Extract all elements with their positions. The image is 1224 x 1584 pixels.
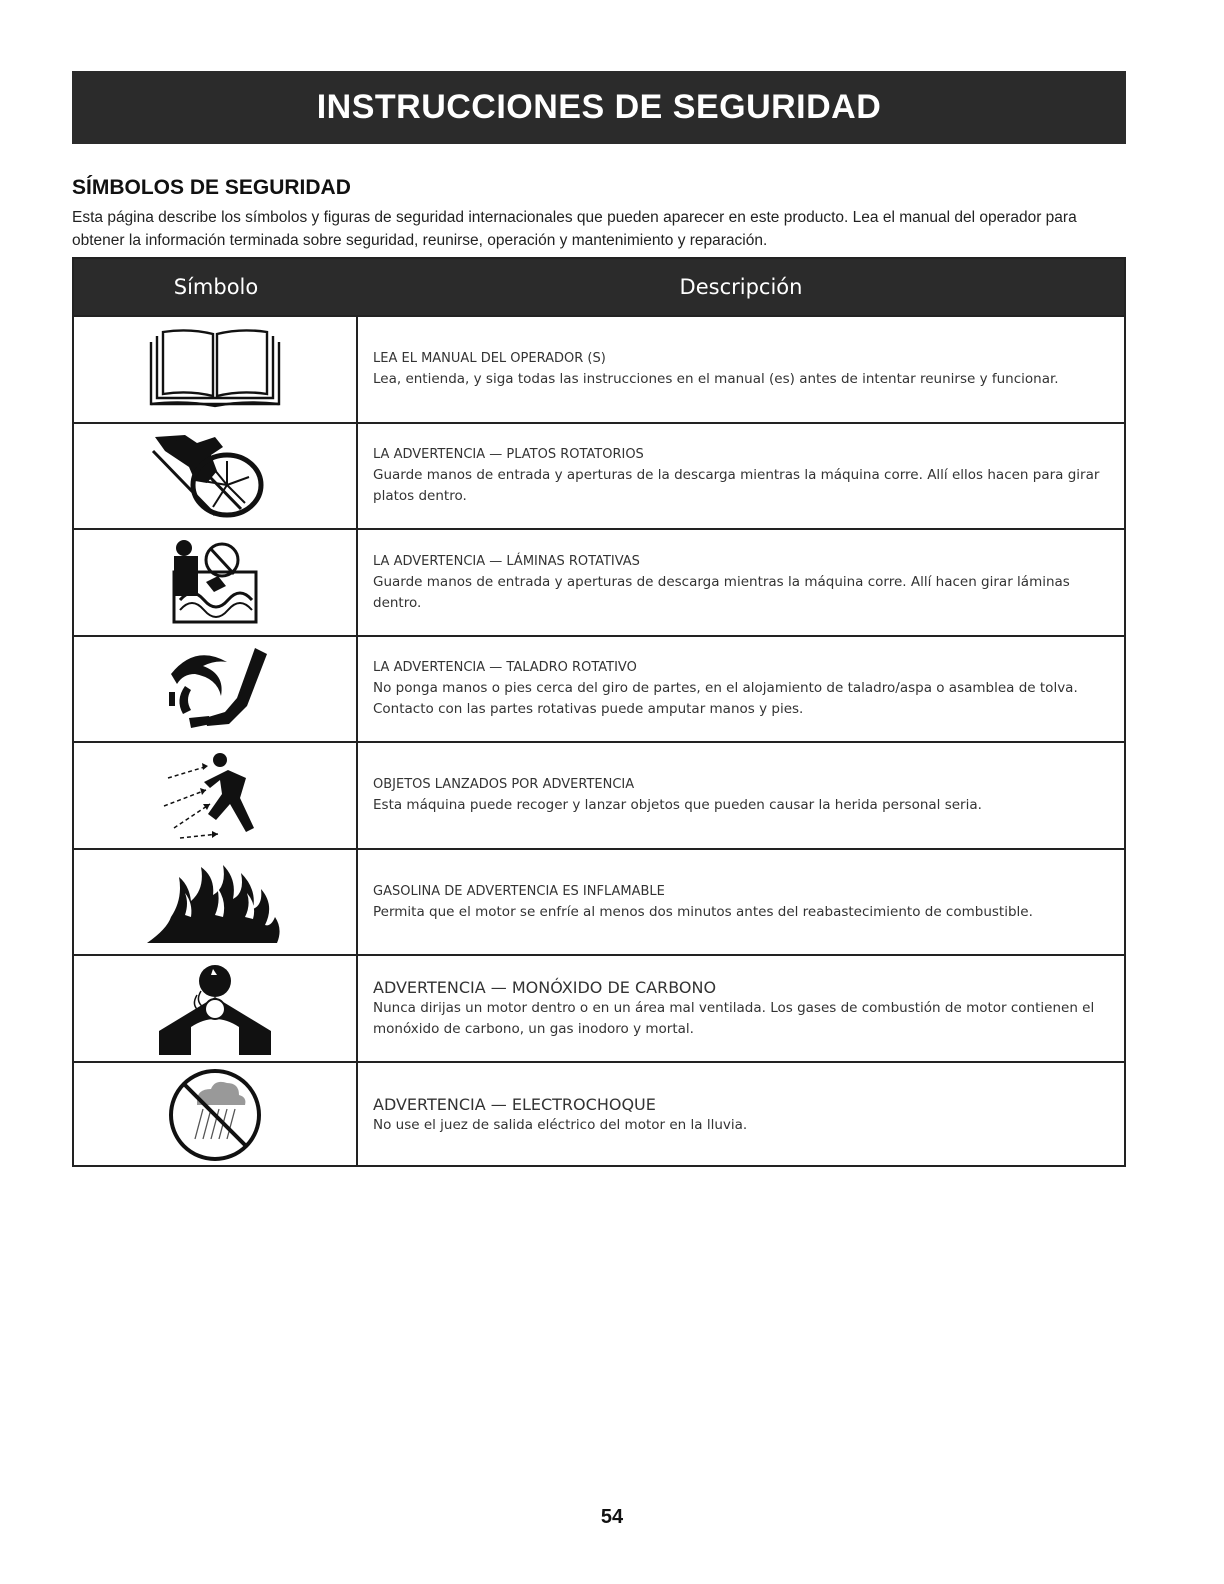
row-title: LEA EL MANUAL DEL OPERADOR (S) — [373, 351, 606, 367]
row-title: LA ADVERTENCIA — TALADRO ROTATIVO — [373, 660, 637, 676]
open-book-icon — [145, 328, 285, 410]
row-text: Guarde manos de entrada y aperturas de la descarga mientras la máquina corre. Allí ellos hacen para girar platos dentro. — [373, 467, 1100, 505]
row-text: Lea, entienda, y siga todas las instrucciones en el manual (es) antes de intentar reunirse y funcionar. — [373, 371, 1059, 388]
hand-rotating-impeller-icon — [145, 431, 285, 521]
row-title: ADVERTENCIA — ELECTROCHOQUE — [373, 1094, 656, 1114]
intro-paragraph: Esta página describe los símbolos y figuras de seguridad internacionales que pueden aparecer en este producto. Lea el manual del operador para obtener la información terminada sobre seguridad, reunirse, operación y mantenimiento y reparación. — [72, 209, 1077, 249]
flames-icon — [145, 859, 285, 945]
row-text: Guarde manos de entrada y aperturas de descarga mientras la máquina corre. Allí hacen girar láminas dentro. — [373, 573, 1070, 611]
thrown-objects-icon — [160, 748, 270, 842]
column-header-description: Descripción — [679, 275, 803, 299]
table-row — [74, 1061, 1124, 1168]
rotating-auger-hand-foot-icon — [155, 644, 275, 734]
row-text: Esta máquina puede recoger y lanzar objetos que pueden causar la herida personal seria. — [373, 797, 982, 814]
section-title: SÍMBOLOS DE SEGURIDAD — [72, 176, 351, 199]
table-row — [74, 848, 1124, 955]
row-title: LA ADVERTENCIA — PLATOS ROTATORIOS — [373, 447, 644, 463]
safety-symbols-table — [72, 257, 1126, 1167]
row-text: Nunca dirijas un motor dentro o en un área mal ventilada. Los gases de combustión de motor contienen el monóxido de carbono, un gas inodoro y mortal. — [373, 999, 1095, 1037]
row-title: ADVERTENCIA — MONÓXIDO DE CARBONO — [373, 977, 717, 997]
table-row — [74, 315, 1124, 422]
no-rain-electric-shock-icon — [167, 1067, 263, 1163]
row-text: No use el juez de salida eléctrico del motor en la lluvia. — [373, 1116, 748, 1133]
row-title: GASOLINA DE ADVERTENCIA ES INFLAMABLE — [373, 883, 665, 899]
table-row — [74, 635, 1124, 742]
table-row — [74, 741, 1124, 848]
page-number: 54 — [600, 1506, 624, 1528]
row-text: No ponga manos o pies cerca del giro de partes, en el alojamiento de taladro/aspa o asamblea de tolva. Contacto con las partes rotativas puede amputar manos y pies. — [373, 680, 1078, 718]
banner-title: INSTRUCCIONES DE SEGURIDAD — [316, 88, 882, 126]
table-row — [74, 954, 1124, 1061]
carbon-monoxide-icon — [155, 961, 275, 1055]
table-row — [74, 528, 1124, 635]
hand-rotating-blades-icon — [170, 536, 260, 628]
row-title: LA ADVERTENCIA — LÁMINAS ROTATIVAS — [373, 553, 640, 569]
table-header — [74, 259, 1124, 315]
table-row — [74, 422, 1124, 529]
column-header-symbol: Símbolo — [173, 275, 259, 299]
title-banner — [72, 71, 1126, 144]
row-text: Permita que el motor se enfríe al menos dos minutos antes del reabastecimiento de combustible. — [373, 903, 1033, 920]
row-title: OBJETOS LANZADOS POR ADVERTENCIA — [373, 777, 635, 793]
